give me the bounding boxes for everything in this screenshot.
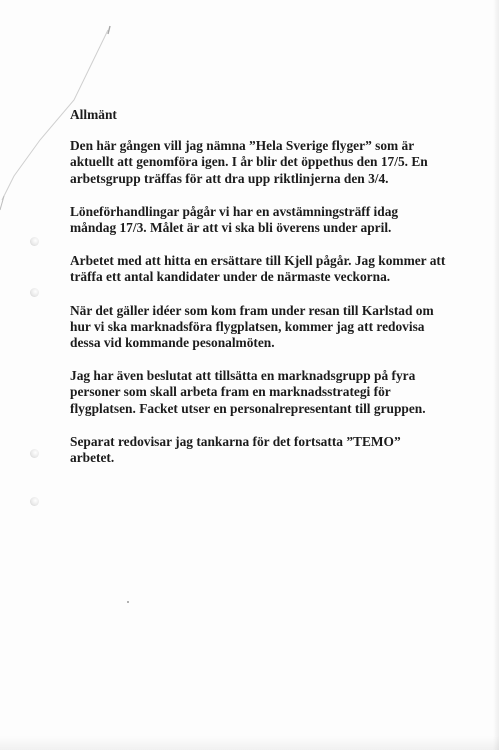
paragraph-karlstad: När det gäller idéer som kom fram under resan till Karlstad om hur vi ska marknadsföra flygplatsen, kommer jag att redovisa dessa vid kommande pesonalmöten. bbox=[70, 302, 434, 351]
punch-hole-3 bbox=[30, 449, 39, 458]
scan-speck bbox=[127, 601, 129, 603]
scan-shadow-bottom bbox=[0, 736, 499, 750]
paragraph-marknadsgrupp: Jag har även beslutat att tillsätta en marknadsgrupp på fyra personer som skall arbeta fram en marknadsstrategi för flygplatsen. Facket utser en personalrepresentant till gruppen. bbox=[70, 368, 426, 416]
paragraph-loneforhandlingar: Löneförhandlingar pågår vi har en avstämningsträff idag måndag 17/3. Målet är att vi ska bli överens under april. bbox=[70, 203, 399, 236]
scan-shadow-right bbox=[493, 0, 499, 750]
paragraph-temo: Separat redovisar jag tankarna för det fortsatta ”TEMO” arbetet. bbox=[70, 433, 401, 466]
paragraph-ersattare: Arbetet med att hitta en ersättare till Kjell pågår. Jag kommer att träffa ett antal kandidater under de närmaste veckorna. bbox=[70, 253, 446, 285]
letter-body bbox=[70, 107, 460, 483]
punch-hole-1 bbox=[30, 237, 39, 246]
punch-hole-2 bbox=[30, 288, 39, 297]
section-heading: Allmänt bbox=[70, 107, 117, 122]
paragraph-hela-sverige-flyger: Den här gången vill jag nämna ”Hela Sverige flyger” som är aktuellt att genomföra igen. I år blir det öppethus den 17/5. En arbetsgrupp träffas för att dra upp riktlinjerna den 3/4. bbox=[70, 138, 428, 186]
punch-hole-4 bbox=[30, 497, 39, 506]
